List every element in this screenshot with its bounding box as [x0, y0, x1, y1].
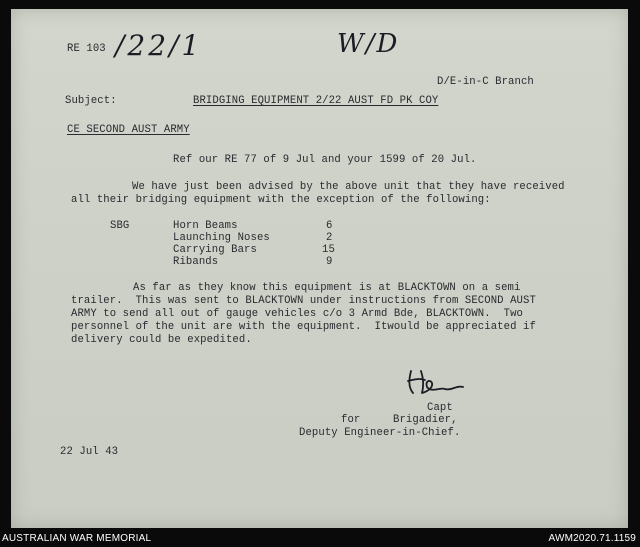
equipment-item-name: Carrying Bars: [173, 244, 257, 256]
footer-accession-number: AWM2020.71.1159: [548, 533, 636, 544]
reference-line: Ref our RE 77 of 9 Jul and your 1599 of 20 Jul.: [173, 154, 477, 166]
for-rank: Brigadier,: [393, 414, 458, 426]
signatory-rank: Capt: [427, 402, 453, 414]
handwritten-file-mark: W/D: [337, 29, 400, 59]
subject-label: Subject:: [65, 95, 117, 107]
paragraph-1-line-2: all their bridging equipment with the exception of the following:: [71, 194, 491, 206]
equipment-item-qty: 15: [322, 244, 335, 256]
footer-institution: AUSTRALIAN WAR MEMORIAL: [2, 533, 152, 544]
subject-title: BRIDGING EQUIPMENT 2/22 AUST FD PK COY: [193, 95, 439, 107]
paragraph-2-line-2: trailer. This was sent to BLACKTOWN under instructions from SECOND AUST: [71, 295, 536, 307]
document-date: 22 Jul 43: [60, 446, 119, 458]
equipment-item-name: Horn Beams: [173, 220, 238, 232]
handwritten-signature: [405, 367, 467, 397]
paragraph-2-line-4: personnel of the unit are with the equipment. Itwould be appreciated if: [71, 321, 536, 333]
equipment-item-qty: 9: [326, 256, 333, 268]
equipment-item-qty: 2: [326, 232, 333, 244]
signatory-title: Deputy Engineer-in-Chief.: [299, 427, 461, 439]
equipment-item-name: Launching Noses: [173, 232, 270, 244]
for-label: for: [341, 414, 361, 426]
branch-label: D/E-in-C Branch: [437, 76, 534, 88]
equipment-item-qty: 6: [326, 220, 333, 232]
paragraph-2-line-5: delivery could be expedited.: [71, 334, 252, 346]
document-page: [11, 9, 628, 528]
paragraph-1-line-1: We have just been advised by the above unit that they have received: [132, 181, 565, 193]
paragraph-2-line-3: ARMY to send all out of gauge vehicles c/o 3 Armd Bde, BLACKTOWN. Two: [71, 308, 524, 320]
reference-code: RE 103: [67, 43, 106, 55]
paragraph-2-line-1: As far as they know this equipment is at BLACKTOWN on a semi: [133, 282, 521, 294]
handwritten-file-number: /22/1: [115, 29, 203, 62]
addressee: CE SECOND AUST ARMY: [67, 124, 190, 136]
equipment-item-name: Ribands: [173, 256, 219, 268]
equipment-category: SBG: [110, 220, 130, 232]
